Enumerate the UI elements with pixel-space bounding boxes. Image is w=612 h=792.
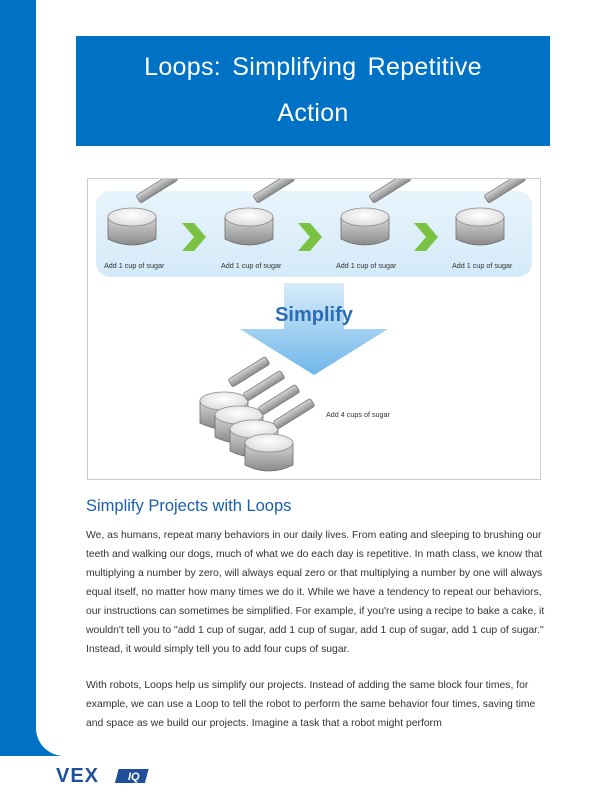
- page-title-line-1: Loops: Simplifying Repetitive: [144, 53, 482, 81]
- result-label: Add 4 cups of sugar: [326, 410, 390, 419]
- step-label-4: Add 1 cup of sugar: [452, 261, 513, 270]
- step-label-2: Add 1 cup of sugar: [221, 261, 282, 270]
- step-label-1: Add 1 cup of sugar: [104, 261, 165, 270]
- simplify-illustration: [88, 179, 540, 479]
- simplify-label: Simplify: [275, 304, 353, 326]
- paragraph-1: We, as humans, repeat many behaviors in our daily lives. From eating and sleeping to brushing our teeth and walking our dogs, much of what we do each day is repetitive. In math class, we know that multiplying a number by zero, will always equal zero or that multiplying a number by one will always equal itself, no matter how many times we do it. While we have a tendency to repeat our behaviors, our instructions can sometimes be simplified. For example, if you're using a recipe to bake a cake, it wouldn't tell you to "add 1 cup of sugar, add 1 cup of sugar, add 1 cup of sugar, add 1 cup of sugar." Instead, it would simply tell you to add four cups of sugar.: [86, 530, 545, 655]
- logo-sub-text: IQ: [128, 771, 140, 783]
- simplify-figure: [87, 178, 541, 480]
- section-heading: Simplify Projects with Loops: [86, 497, 292, 515]
- page-title-line-2: Action: [277, 99, 349, 127]
- logo-text: VEX: [56, 765, 100, 786]
- step-label-3: Add 1 cup of sugar: [336, 261, 397, 270]
- paragraph-2: With robots, Loops help us simplify our projects. Instead of adding the same block four times, for example, we can use a Loop to tell the robot to perform the same behavior four times, saving time and space as we build our projects. Imagine a task that a robot might perform: [86, 680, 536, 729]
- vex-iq-logo: [56, 764, 156, 786]
- page-title: [76, 36, 550, 146]
